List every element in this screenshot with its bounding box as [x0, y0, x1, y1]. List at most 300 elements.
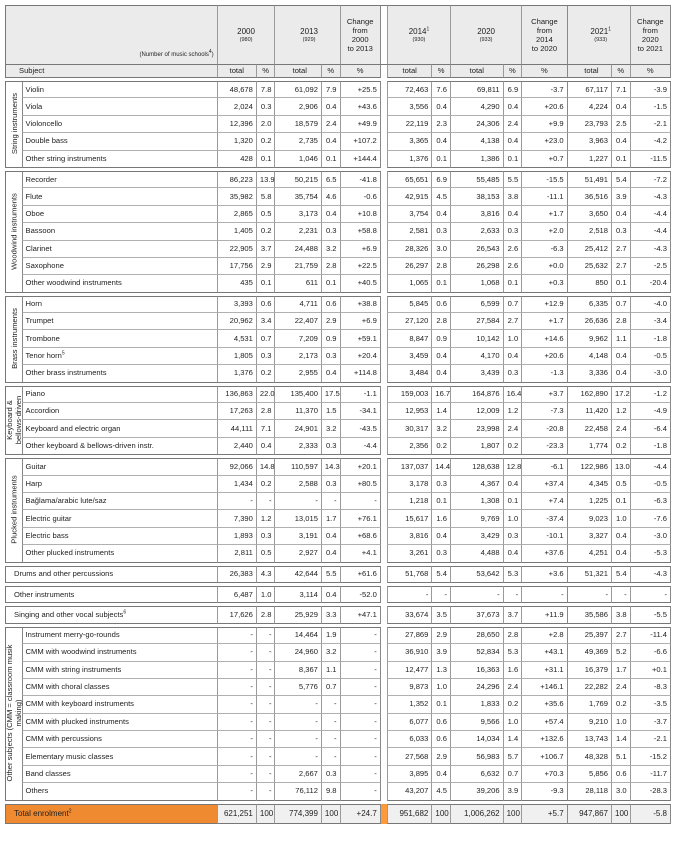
value-cell: -	[340, 662, 381, 679]
value-cell: 0.3	[503, 223, 522, 240]
value-cell: 7,209	[279, 330, 321, 347]
value-cell: +3.6	[521, 566, 567, 583]
table-row	[5, 696, 671, 713]
row-label: Clarinet	[22, 241, 217, 258]
value-cell: 164,876	[450, 386, 503, 403]
value-cell: 4.6	[321, 188, 340, 205]
year-2020-header: 2020 (933)	[450, 5, 521, 64]
col-pct-2020: %	[503, 64, 522, 78]
value-cell: 1.5	[321, 403, 340, 420]
value-cell: 25,632	[572, 258, 611, 275]
value-cell: 0.4	[503, 545, 522, 562]
value-cell: 5.1	[611, 748, 630, 765]
value-cell: 2,865	[217, 206, 256, 223]
value-cell: 1,225	[572, 493, 611, 510]
table-row	[5, 458, 671, 475]
value-cell: -0.5	[630, 348, 671, 365]
row-label: CMM with keyboard instruments	[22, 696, 217, 713]
value-cell: -4.9	[630, 403, 671, 420]
value-cell: 3,365	[387, 133, 431, 150]
value-cell: +114.8	[340, 365, 381, 382]
value-cell: 3,393	[217, 296, 256, 313]
value-cell: 5.4	[431, 566, 450, 583]
value-cell: -2.1	[630, 116, 671, 133]
value-cell: 5,856	[572, 766, 611, 783]
value-cell: 17.5	[321, 386, 340, 403]
value-cell: 5.2	[611, 644, 630, 661]
value-cell: 1,006,262	[450, 804, 503, 824]
value-cell: 2,581	[387, 223, 431, 240]
value-cell: 16.4	[503, 386, 522, 403]
value-cell: 48,678	[217, 81, 256, 98]
table-row	[5, 330, 671, 347]
value-cell: 11,370	[279, 403, 321, 420]
value-cell: -2.5	[630, 258, 671, 275]
row-label: CMM with choral classes	[22, 679, 217, 696]
value-cell: 27,584	[450, 313, 503, 330]
value-cell: 0.1	[256, 151, 275, 168]
value-cell: 2.4	[611, 420, 630, 437]
value-cell: -	[217, 644, 256, 661]
value-cell: 0.1	[431, 696, 450, 713]
value-cell: 5,845	[387, 296, 431, 313]
value-cell: -3.5	[630, 696, 671, 713]
value-cell: 2,811	[217, 545, 256, 562]
value-cell: 25,397	[572, 627, 611, 644]
col-total-2014: total	[387, 64, 431, 78]
value-cell: 128,638	[450, 458, 503, 475]
value-cell: 0.3	[321, 476, 340, 493]
row-label: Singing and other vocal subjects$^6$	[5, 606, 217, 623]
table-row	[5, 386, 671, 403]
value-cell: -	[256, 748, 275, 765]
row-label: Bassoon	[22, 223, 217, 240]
value-cell: 0.1	[321, 151, 340, 168]
value-cell: 0.5	[611, 476, 630, 493]
value-cell: 5.5	[321, 566, 340, 583]
value-cell: -	[217, 783, 256, 800]
value-cell: 0.4	[256, 438, 275, 455]
value-cell: -	[256, 714, 275, 731]
row-label: Instrument merry-go-rounds	[22, 627, 217, 644]
value-cell: 774,399	[279, 804, 321, 824]
value-cell: 22,458	[572, 420, 611, 437]
value-cell: +43.6	[340, 98, 381, 115]
table-row	[5, 662, 671, 679]
value-cell: 1,046	[279, 151, 321, 168]
value-cell: 3,816	[387, 528, 431, 545]
value-cell: 3,178	[387, 476, 431, 493]
value-cell: 1.4	[611, 731, 630, 748]
value-cell: 1,376	[387, 151, 431, 168]
table-row	[5, 133, 671, 150]
value-cell: +38.8	[340, 296, 381, 313]
value-cell: 0.1	[431, 493, 450, 510]
table-row	[5, 81, 671, 98]
value-cell: -4.4	[340, 438, 381, 455]
value-cell: +1.7	[521, 206, 567, 223]
value-cell: 7.8	[256, 81, 275, 98]
value-cell: 1,352	[387, 696, 431, 713]
value-cell: 0.3	[431, 223, 450, 240]
value-cell: 52,834	[450, 644, 503, 661]
table-row	[5, 275, 671, 292]
value-cell: 56,983	[450, 748, 503, 765]
value-cell: 12.8	[503, 458, 522, 475]
value-cell: 4,531	[217, 330, 256, 347]
table-row	[5, 528, 671, 545]
row-label: Trombone	[22, 330, 217, 347]
value-cell: -	[217, 662, 256, 679]
value-cell: +107.2	[340, 133, 381, 150]
value-cell: +37.4	[521, 476, 567, 493]
value-cell: 51,321	[572, 566, 611, 583]
table-row	[5, 365, 671, 382]
value-cell: 9,023	[572, 510, 611, 527]
value-cell: 37,673	[450, 606, 503, 623]
table-row	[5, 348, 671, 365]
value-cell: 24,296	[450, 679, 503, 696]
value-cell: 0.4	[611, 348, 630, 365]
value-cell: +22.5	[340, 258, 381, 275]
value-cell: 0.1	[431, 151, 450, 168]
value-cell: 1.7	[321, 510, 340, 527]
value-cell: 3.2	[321, 644, 340, 661]
value-cell: 13.0	[611, 458, 630, 475]
row-label: Trumpet	[22, 313, 217, 330]
value-cell: 951,682	[387, 804, 431, 824]
value-cell: 1,308	[450, 493, 503, 510]
table-row	[5, 566, 671, 583]
col-total-2013: total	[279, 64, 321, 78]
value-cell: 1,320	[217, 133, 256, 150]
col-pct-2014: %	[431, 64, 450, 78]
value-cell: 26,383	[217, 566, 256, 583]
value-cell: 0.6	[431, 714, 450, 731]
value-cell: -	[256, 679, 275, 696]
value-cell: 2.6	[503, 258, 522, 275]
value-cell: 17,756	[217, 258, 256, 275]
value-cell: 0.4	[431, 766, 450, 783]
value-cell: 0.2	[431, 438, 450, 455]
value-cell: 0.3	[431, 476, 450, 493]
value-cell: 4,138	[450, 133, 503, 150]
value-cell: -1.5	[630, 98, 671, 115]
value-cell: 850	[572, 275, 611, 292]
table-row	[5, 258, 671, 275]
value-cell: 0.3	[321, 348, 340, 365]
value-cell: -7.2	[630, 171, 671, 188]
value-cell: 3,439	[450, 365, 503, 382]
value-cell: 1,065	[387, 275, 431, 292]
value-cell: 0.1	[321, 275, 340, 292]
value-cell: 1,893	[217, 528, 256, 545]
value-cell: 3.8	[611, 606, 630, 623]
value-cell: +43.1	[521, 644, 567, 661]
value-cell: -	[256, 696, 275, 713]
value-cell: 1,376	[217, 365, 256, 382]
value-cell: -6.6	[630, 644, 671, 661]
value-cell: -	[256, 783, 275, 800]
value-cell: 61,092	[279, 81, 321, 98]
value-cell: +57.4	[521, 714, 567, 731]
table-row	[5, 606, 671, 623]
value-cell: -	[340, 679, 381, 696]
row-label: Electric bass	[22, 528, 217, 545]
value-cell: 6,033	[387, 731, 431, 748]
value-cell: 3,261	[387, 545, 431, 562]
value-cell: 7.1	[611, 81, 630, 98]
value-cell: 25,412	[572, 241, 611, 258]
value-cell: 16,379	[572, 662, 611, 679]
value-cell: +20.4	[340, 348, 381, 365]
value-cell: -	[279, 696, 321, 713]
category-label: Keyboard & bellows-driven	[5, 386, 22, 456]
value-cell: 2.8	[256, 606, 275, 623]
value-cell: -3.0	[630, 528, 671, 545]
value-cell: 2,024	[217, 98, 256, 115]
value-cell: 42,915	[387, 188, 431, 205]
value-cell: -	[256, 731, 275, 748]
value-cell: +20.1	[340, 458, 381, 475]
table-row	[5, 679, 671, 696]
value-cell: 4,711	[279, 296, 321, 313]
row-label: Elementary music classes	[22, 748, 217, 765]
value-cell: 3,963	[572, 133, 611, 150]
row-label: CMM with percussions	[22, 731, 217, 748]
value-cell: 0.4	[321, 365, 340, 382]
value-cell: 12,009	[450, 403, 503, 420]
row-label: Accordion	[22, 403, 217, 420]
value-cell: +80.5	[340, 476, 381, 493]
value-cell: +3.7	[521, 386, 567, 403]
value-cell: +47.1	[340, 606, 381, 623]
value-cell: 4,148	[572, 348, 611, 365]
value-cell: -	[217, 731, 256, 748]
value-cell: 3.9	[431, 644, 450, 661]
value-cell: 0.1	[256, 275, 275, 292]
value-cell: 14.4	[431, 458, 450, 475]
value-cell: 22,119	[387, 116, 431, 133]
row-label: CMM with woodwind instruments	[22, 644, 217, 661]
value-cell: -	[217, 766, 256, 783]
value-cell: 3,327	[572, 528, 611, 545]
value-cell: 3,650	[572, 206, 611, 223]
value-cell: +31.1	[521, 662, 567, 679]
value-cell: 50,215	[279, 171, 321, 188]
value-cell: 51,768	[387, 566, 431, 583]
value-cell: 0.9	[431, 330, 450, 347]
value-cell: 2.9	[431, 748, 450, 765]
value-cell: 100	[256, 804, 275, 824]
value-cell: -0.6	[340, 188, 381, 205]
row-label: Violin	[22, 81, 217, 98]
value-cell: -	[503, 586, 522, 603]
value-cell: +6.9	[340, 241, 381, 258]
value-cell: +58.8	[340, 223, 381, 240]
value-cell: 7.6	[431, 81, 450, 98]
value-cell: -7.6	[630, 510, 671, 527]
value-cell: -	[217, 748, 256, 765]
value-cell: 136,863	[217, 386, 256, 403]
value-cell: 0.6	[256, 296, 275, 313]
value-cell: 28,326	[387, 241, 431, 258]
value-cell: 1.4	[431, 403, 450, 420]
value-cell: 0.6	[431, 296, 450, 313]
value-cell: +2.8	[521, 627, 567, 644]
value-cell: -	[340, 493, 381, 510]
value-cell: 3,895	[387, 766, 431, 783]
value-cell: 2,667	[279, 766, 321, 783]
value-cell: 2.8	[431, 313, 450, 330]
value-cell: 3,816	[450, 206, 503, 223]
value-cell: 9.8	[321, 783, 340, 800]
value-cell: 0.3	[431, 545, 450, 562]
value-cell: 38,153	[450, 188, 503, 205]
value-cell: -	[321, 493, 340, 510]
value-cell: -	[256, 627, 275, 644]
year-2021-header: 2021$^1$ (933)	[572, 5, 630, 64]
value-cell: 0.4	[431, 133, 450, 150]
value-cell: 2.5	[611, 116, 630, 133]
value-cell: 8,847	[387, 330, 431, 347]
col-total-2000: total	[217, 64, 256, 78]
value-cell: 0.7	[503, 766, 522, 783]
value-cell: 2.8	[321, 258, 340, 275]
value-cell: 1.0	[503, 330, 522, 347]
value-cell: 0.4	[611, 545, 630, 562]
col-total-2020: total	[450, 64, 503, 78]
value-cell: 2.7	[611, 241, 630, 258]
value-cell: 0.6	[611, 766, 630, 783]
value-cell: -	[279, 493, 321, 510]
value-cell: 9,769	[450, 510, 503, 527]
value-cell: 49,369	[572, 644, 611, 661]
table-row	[5, 644, 671, 661]
value-cell: -	[630, 586, 671, 603]
value-cell: 28,650	[450, 627, 503, 644]
value-cell: -	[431, 586, 450, 603]
value-cell: 3,754	[387, 206, 431, 223]
value-cell: 1.0	[256, 586, 275, 603]
value-cell: 2.3	[431, 116, 450, 133]
value-cell: 1,807	[450, 438, 503, 455]
value-cell: 24,901	[279, 420, 321, 437]
value-cell: 428	[217, 151, 256, 168]
value-cell: -6.3	[630, 493, 671, 510]
value-cell: 0.1	[611, 275, 630, 292]
value-cell: 2.7	[611, 258, 630, 275]
value-cell: 0.4	[321, 98, 340, 115]
value-cell: 2,518	[572, 223, 611, 240]
value-cell: -	[217, 627, 256, 644]
value-cell: +5.7	[521, 804, 567, 824]
value-cell: 1.2	[503, 403, 522, 420]
value-cell: 0.4	[611, 528, 630, 545]
value-cell: 14.8	[256, 458, 275, 475]
value-cell: 51,491	[572, 171, 611, 188]
table-row	[5, 586, 671, 603]
table-row	[5, 403, 671, 420]
subject-header: Subject	[5, 64, 217, 78]
value-cell: 22,407	[279, 313, 321, 330]
value-cell: +14.6	[521, 330, 567, 347]
value-cell: 0.2	[611, 696, 630, 713]
row-label: Keyboard and electric organ	[22, 420, 217, 437]
value-cell: 7.1	[256, 420, 275, 437]
value-cell: 23,998	[450, 420, 503, 437]
total-label: Total enrolment$^2$	[5, 804, 217, 824]
value-cell: 0.4	[431, 348, 450, 365]
value-cell: 24,960	[279, 644, 321, 661]
value-cell: 13,015	[279, 510, 321, 527]
value-cell: 100	[321, 804, 340, 824]
value-cell: 2.8	[611, 313, 630, 330]
value-cell: -	[256, 493, 275, 510]
value-cell: 2,333	[279, 438, 321, 455]
value-cell: -15.5	[521, 171, 567, 188]
value-cell: 0.4	[503, 348, 522, 365]
value-cell: 0.3	[321, 438, 340, 455]
value-cell: 55,485	[450, 171, 503, 188]
value-cell: 27,120	[387, 313, 431, 330]
value-cell: 4.3	[256, 566, 275, 583]
value-cell: 3.4	[256, 313, 275, 330]
table-row	[5, 476, 671, 493]
value-cell: 2,927	[279, 545, 321, 562]
value-cell: -	[340, 696, 381, 713]
value-cell: 2.4	[503, 420, 522, 437]
value-cell: +7.4	[521, 493, 567, 510]
value-cell: -6.4	[630, 420, 671, 437]
table-row	[5, 731, 671, 748]
table-row	[5, 783, 671, 800]
value-cell: 4,488	[450, 545, 503, 562]
value-cell: 621,251	[217, 804, 256, 824]
value-cell: -34.1	[340, 403, 381, 420]
value-cell: 0.2	[256, 133, 275, 150]
value-cell: 0.4	[611, 365, 630, 382]
value-cell: 92,066	[217, 458, 256, 475]
value-cell: 17,626	[217, 606, 256, 623]
value-cell: 1.0	[503, 510, 522, 527]
col-change-2000-2013: %	[340, 64, 381, 78]
value-cell: 1.0	[503, 714, 522, 731]
value-cell: -11.1	[521, 188, 567, 205]
table-row	[5, 438, 671, 455]
value-cell: 17.2	[611, 386, 630, 403]
value-cell: 3.8	[503, 188, 522, 205]
value-cell: 15,617	[387, 510, 431, 527]
value-cell: +49.9	[340, 116, 381, 133]
value-cell: 6,077	[387, 714, 431, 731]
value-cell: -	[217, 493, 256, 510]
value-cell: 9,962	[572, 330, 611, 347]
value-cell: 3.2	[431, 420, 450, 437]
value-cell: 2,633	[450, 223, 503, 240]
value-cell: 18,579	[279, 116, 321, 133]
value-cell: -	[256, 662, 275, 679]
value-cell: 162,890	[572, 386, 611, 403]
row-label: Guitar	[22, 458, 217, 475]
value-cell: 44,111	[217, 420, 256, 437]
value-cell: 5.4	[611, 171, 630, 188]
value-cell: -4.2	[630, 133, 671, 150]
value-cell: 7.9	[321, 81, 340, 98]
table-row	[5, 510, 671, 527]
value-cell: 5.7	[503, 748, 522, 765]
value-cell: 0.5	[256, 206, 275, 223]
